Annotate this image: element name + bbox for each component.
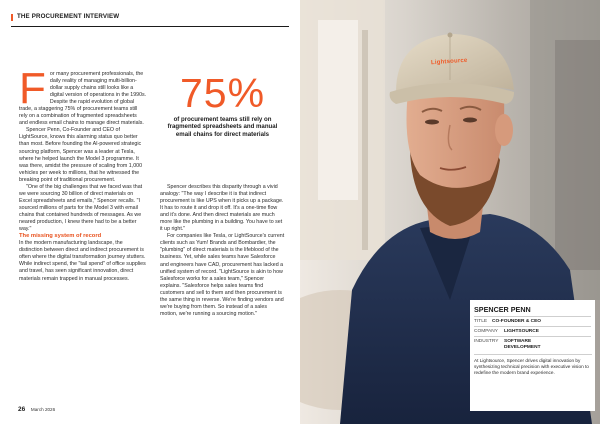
company-label: COMPANY [474,329,498,334]
subheading: The missing system of record [19,233,102,240]
paragraph: For companies like Tesla, or LightSource's current clients such as Yum! Brands and Bombardier, the "plumbing" of direct materials is the lifeblood of the business. Yet, while sales teams have Salesforce and engineers have CAD, procurement has lacked a unified system of record. "LightSource is akin to how Salesforce works for a sales team," Spencer explains. "Salesforce helps sales teams find customers and sell to them and then procurement is the same thing in reverse. We're finding vendors and we're buying from them. So instead of a sales motion, we're running a sourcing motion." [160,233,285,317]
cap-logo: Lightsource [430,57,468,67]
pull-quote [160,71,285,138]
section-title: THE PROCUREMENT INTERVIEW [17,13,120,20]
profile-box [470,300,595,411]
profile-name: SPENCER PENN [474,305,531,314]
paragraph: Spencer describes this disparity through a vivid analogy: "The way I describe it is that indirect procurement is like UPS when it picks up a package. It has to route it and drop it off. It's a one-time flow and it's done. And then direct materials are much more like the plumbing in a building. You have to set it up right." [160,184,284,233]
page-footer [18,406,55,413]
paragraph: Spencer Penn, Co-Founder and CEO of LightSource, knows this alarming status quo better than most. Before founding the AI-powered strategic sourcing platform, Spencer was a leader at Tesla, where he helped launch the Model 3 programme. It was there, amidst the pressure of scaling from 1,000 vehicles per week to millions, that he witnessed the breaking point of traditional procurement. [19,127,143,183]
title-value: CO-FOUNDER & CEO [492,319,542,324]
title-label: TITLE [474,319,488,324]
industry-label: INDUSTRY [474,339,499,344]
profile-industry-row [474,336,591,354]
pull-quote-number: 75% [179,70,266,116]
page-number: 26 [18,406,26,413]
profile-title-row [474,316,591,326]
profile-bio: At Lightsource, Spencer drives digital innovation by synthesizing technical precision with executive vision to redefine the modern brand experience. [474,354,592,376]
industry-value: SOFTWARE DEVELOPMENT [504,339,541,350]
paragraph: or many procurement professionals, the daily reality of managing multi-billion-dollar supply chains still looks like a digital version of operations in the 1990s. Despite the rapid evolution of global trade, a staggering 75% of procurement teams still rely on a combination of fragmented spreadsheets and endless email chains to manage direct materials. [19,71,147,127]
paragraph: In the modern manufacturing landscape, the distinction between direct and indirect procurement is often where the digital transformation journey stutters. While indirect spend, the "tail spend" of office supplies and travel, has seen significant innovation, direct materials remain trapped in manual processes. [19,240,146,282]
header-accent-bar [11,14,13,21]
issue-date: March 2026 [30,407,56,412]
section-header [11,9,289,27]
pull-quote-text: of procurement teams still rely on fragmented spreadsheets and manual email chains for direct materials [167,116,278,138]
article-column-2 [160,184,285,318]
company-value: LIGHTSOURCE [504,329,539,334]
profile-company-row [474,326,591,336]
article-column-1 [19,64,147,283]
paragraph: "One of the big challenges that we faced was that we were sourcing 30 billion of direct materials on Excel spreadsheets and emails," Spencer recalls. "I sourced millions of parts for the Model 3 with email chains that contained hundreds of messages. As we neared production, I knew there had to be a better way." [19,183,143,233]
dropcap: F [19,64,46,113]
